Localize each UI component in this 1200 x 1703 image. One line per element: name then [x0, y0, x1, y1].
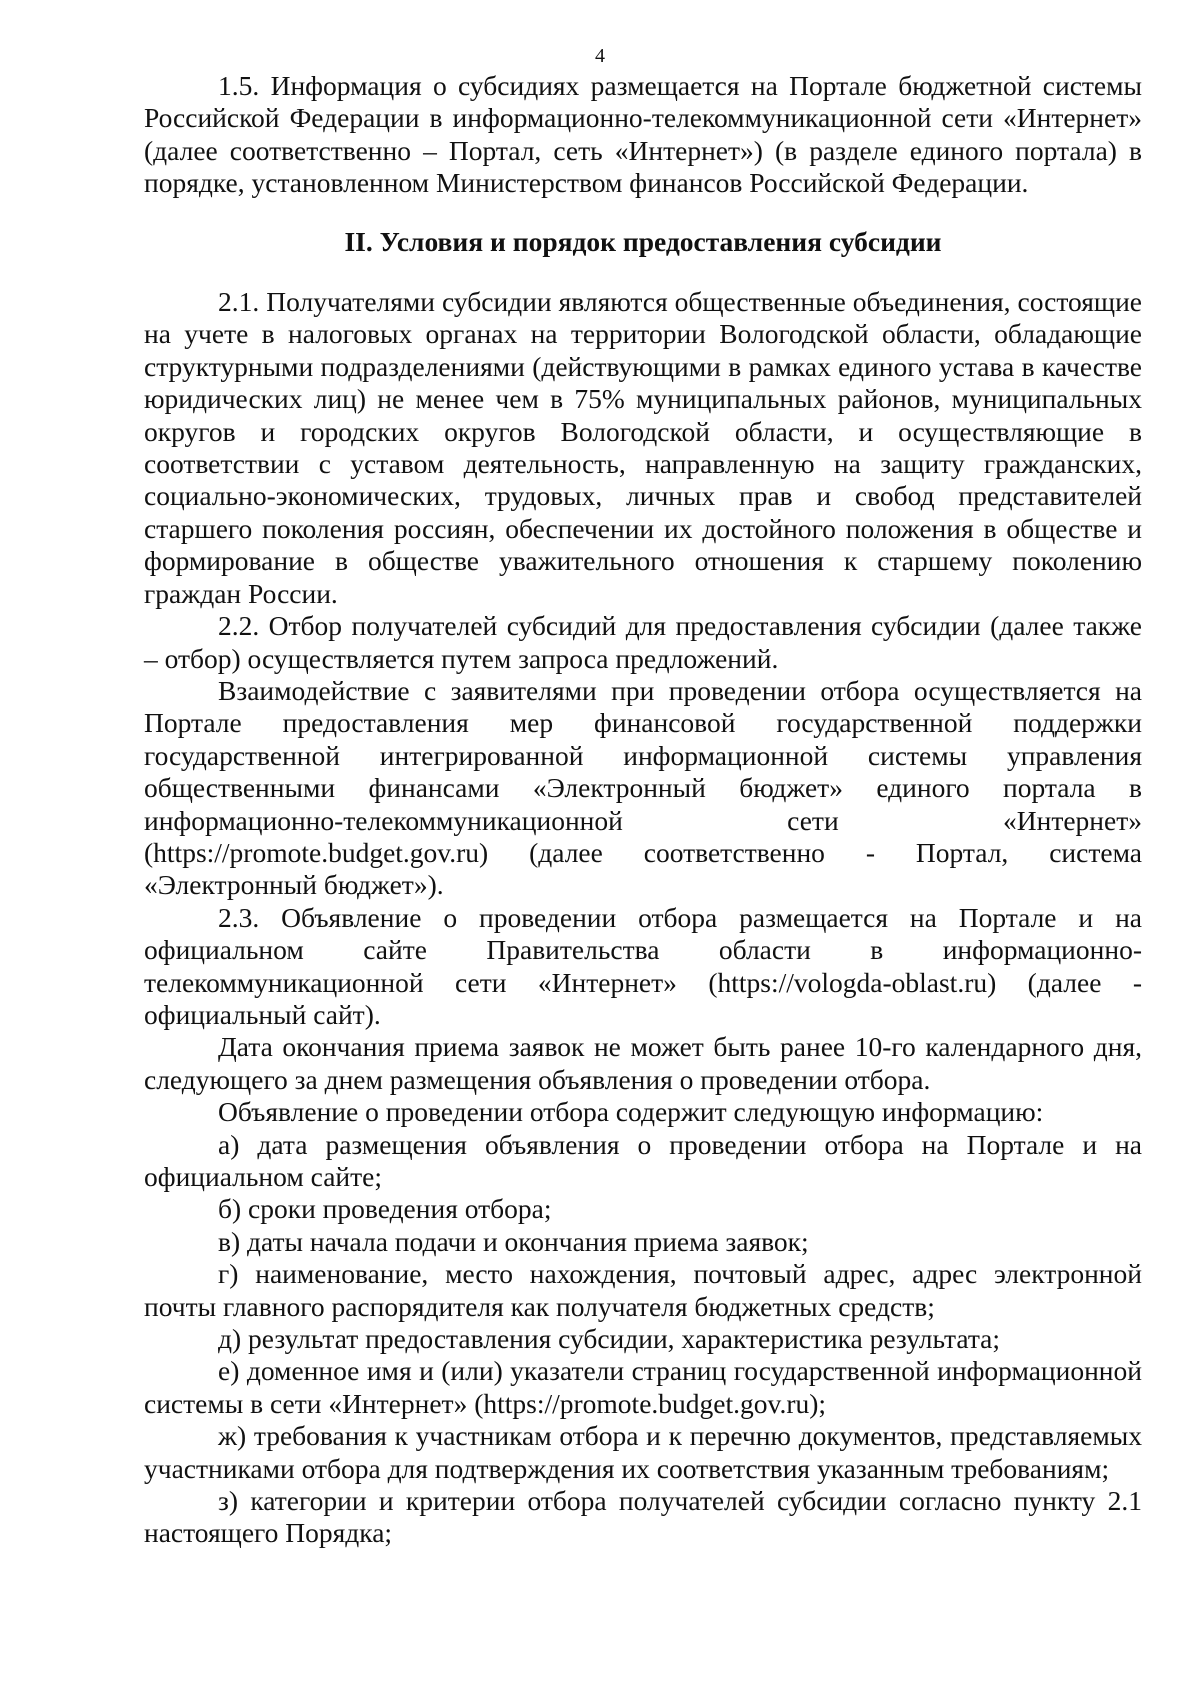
- list-item-z: з) категории и критерии отбора получателей субсидии согласно пункту 2.1 настоящего Порядка;: [144, 1485, 1142, 1549]
- document-body: [144, 70, 1142, 1550]
- list-item-zh: ж) требования к участникам отбора и к перечню документов, представляемых участниками отбора для подтверждения их соответствия указанным требованиям;: [144, 1420, 1142, 1484]
- paragraph-interaction: Взаимодействие с заявителями при проведении отбора осуществляется на Портале предоставления мер финансовой государственной поддержки государственной интегрированной информационной системы управления общественными финансами «Электронный бюджет» единого портала в информационно-телекоммуникационной сети «Интернет» (https://promote.budget.gov.ru) (далее соответственно - Портал, система «Электронный бюджет»).: [144, 674, 1142, 901]
- list-item-a: а) дата размещения объявления о проведении отбора на Портале и на официальном сайте;: [144, 1128, 1142, 1192]
- section-heading: II. Условия и порядок предоставления субсидии: [344, 225, 942, 257]
- list-item-g: г) наименование, место нахождения, почтовый адрес, адрес электронной почты главного распорядителя как получателя бюджетных средств;: [144, 1258, 1142, 1322]
- paragraph-2-2: 2.2. Отбор получателей субсидий для предоставления субсидии (далее также – отбор) осуществляется путем запроса предложений.: [144, 610, 1142, 674]
- paragraph-announcement-contents: Объявление о проведении отбора содержит следующую информацию:: [218, 1096, 1044, 1128]
- page-number: 4: [595, 45, 605, 67]
- paragraph-1-5: 1.5. Информация о субсидиях размещается на Портале бюджетной системы Российской Федерации в информационно-телекоммуникационной сети «Интернет» (далее соответственно – Портал, сеть «Интернет») (в разделе единого портала) в порядке, установленном Министерством финансов Российской Федерации.: [144, 70, 1142, 199]
- list-item-e: е) доменное имя и (или) указатели страниц государственной информационной системы в сети «Интернет» (https://promote.budget.gov.ru);: [144, 1355, 1142, 1419]
- paragraph-2-3: 2.3. Объявление о проведении отбора размещается на Портале и на официальном сайте Правительства области в информационно-телекоммуникационной сети «Интернет» (https://vologda-oblast.ru) (далее - официальный сайт).: [144, 901, 1142, 1030]
- list-item-b: б) сроки проведения отбора;: [218, 1193, 552, 1225]
- list-item-v: в) даты начала подачи и окончания приема заявок;: [218, 1225, 809, 1257]
- list-item-d: д) результат предоставления субсидии, характеристика результата;: [218, 1323, 1001, 1355]
- paragraph-deadline: Дата окончания приема заявок не может быть ранее 10-го календарного дня, следующего за днем размещения объявления о проведении отбора.: [144, 1031, 1142, 1095]
- paragraph-2-1: 2.1. Получателями субсидии являются общественные объединения, состоящие на учете в налоговых органах на территории Вологодской области, обладающие структурными подразделениями (действующими в рамках единого устава в качестве юридических лиц) не менее чем в 75% муниципальных районов, муниципальных округов и городских округов Вологодской области, и осуществляющие в соответствии с уставом деятельность, направленную на защиту гражданских, социально-экономических, трудовых, личных прав и свобод представителей старшего поколения россиян, обеспечении их достойного положения в обществе и формирование в обществе уважительного отношения к старшему поколению граждан России.: [144, 286, 1142, 609]
